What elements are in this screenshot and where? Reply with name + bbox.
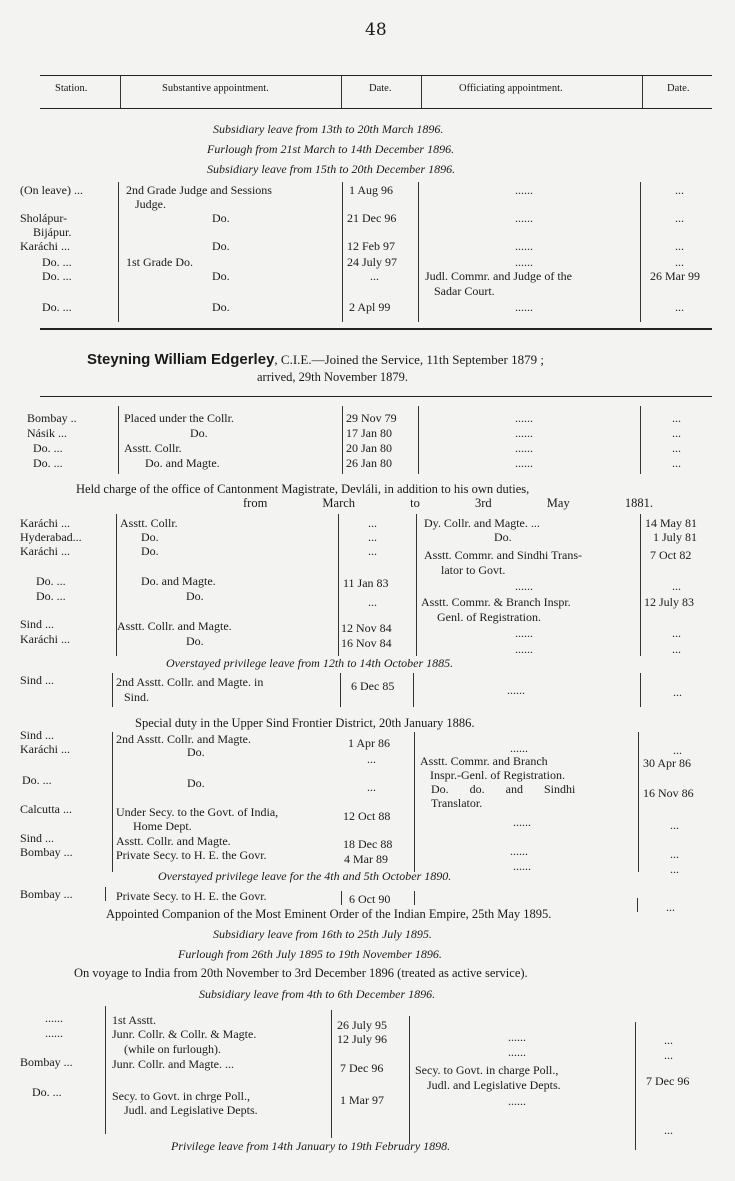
row-date2: 1 July 81 [653,530,698,544]
row-officiating: Judl. and Legislative Depts. [427,1078,561,1092]
column-rule [640,406,641,474]
row-substantive: Do. [186,589,204,603]
row-date: 24 July 97 [347,255,398,269]
row-officiating: ...... [515,456,533,470]
row-officiating: Dy. Collr. and Magte. ... [424,516,540,530]
row-substantive: Do. [186,634,204,648]
row-officiating: Asstt. Commr. and Branch [420,754,548,768]
leave-note: Subsidiary leave from 13th to 20th March 1896. [213,122,444,136]
header-divider [120,76,121,108]
row-date: ... [367,752,376,766]
row-substantive: Sind. [124,690,150,704]
row-officiating: ...... [515,642,533,656]
row-substantive: Secy. to Govt. in chrge Poll., [112,1089,250,1103]
row-date2: ... [670,818,679,832]
row-date: 17 Jan 80 [346,426,392,440]
column-rule [409,1016,410,1144]
row-officiating: ...... [515,239,533,253]
column-rule [340,673,341,707]
row-station: Karáchi ... [20,632,70,646]
header-bottom-rule [40,108,712,109]
row-officiating: ...... [510,741,528,755]
row-station: Karáchi ... [20,544,70,558]
col-station-header: Station. [55,83,88,94]
row-officiating: ...... [510,844,528,858]
row-station: Do. ... [36,574,66,588]
row-substantive: Do. and Magte. [141,574,216,588]
row-station: Bombay ... [20,887,73,901]
row-station: Karáchi ... [20,239,70,253]
col-officiating-header: Officiating appointment. [459,83,563,94]
row-date2: ... [666,900,675,914]
row-station: Bombay ... [20,845,73,859]
row-substantive: Home Dept. [133,819,192,833]
companion-note: Appointed Companion of the Most Eminent Order of the Indian Empire, 25th May 1895. [106,907,552,921]
row-station: Karáchi ... [20,516,70,530]
row-officiating: ...... [508,1094,526,1108]
column-rule [342,182,343,322]
officer-heading [87,351,544,368]
charge-note-cont: from March to 3rd May 1881. [243,496,653,510]
row-substantive: Asstt. Collr. [124,441,182,455]
row-date2: ... [675,300,684,314]
row-station: Do. ... [33,456,63,470]
row-officiating: Asstt. Commr. and Sindhi Trans- [424,548,583,562]
row-date2: ... [672,411,681,425]
row-date: 21 Dec 96 [347,211,397,225]
row-date2: 30 Apr 86 [643,756,691,770]
row-substantive: Do. [212,239,230,253]
col-substantive-header: Substantive appointment. [162,83,269,94]
row-date: ... [367,780,376,794]
row-substantive: 2nd Grade Judge and Sessions [126,183,272,197]
row-date2: ... [675,211,684,225]
row-date: 6 Dec 85 [351,679,395,693]
column-rule [341,891,342,905]
row-officiating: ...... [515,411,533,425]
row-station: Do. ... [22,773,52,787]
column-rule [112,732,113,872]
row-officiating: ...... [515,255,533,269]
row-officiating: ...... [515,211,533,225]
column-rule [414,891,415,905]
row-substantive: 1st Grade Do. [126,255,193,269]
row-station: Sind ... [20,617,55,631]
row-date2: 12 July 83 [644,595,695,609]
row-officiating: ...... [508,1045,526,1059]
row-date2: ... [673,743,682,757]
header-divider [642,76,643,108]
row-officiating: lator to Govt. [441,563,506,577]
officer-arrived: arrived, 29th November 1879. [257,370,409,384]
row-substantive: Asstt. Collr. and Magte. [117,619,232,633]
row-date: 12 Feb 97 [347,239,395,253]
row-station: Sind ... [20,831,55,845]
row-officiating: Do. do. and Sindhi [431,782,576,796]
row-date2: ... [670,847,679,861]
row-substantive: Asstt. Collr. [120,516,178,530]
row-station: Sind ... [20,728,55,742]
leave-note: Subsidiary leave from 4th to 6th December 1896. [199,987,436,1001]
header-divider [341,76,342,108]
row-officiating: ...... [513,815,531,829]
row-officiating: ...... [515,626,533,640]
row-substantive: Asstt. Collr. and Magte. [116,834,231,848]
row-date2: ... [672,626,681,640]
column-rule [118,406,119,474]
overstayed-note: Overstayed privilege leave for the 4th and 5th October 1890. [158,869,452,883]
row-date: ... [368,530,377,544]
column-rule [418,406,419,474]
row-officiating: ...... [515,300,533,314]
column-rule [416,514,417,656]
row-substantive: Under Secy. to the Govt. of India, [116,805,279,819]
row-date2: ... [672,441,681,455]
row-station: Do. ... [42,269,72,283]
row-station: ...... [45,1011,63,1025]
row-date: 16 Nov 84 [341,636,392,650]
row-station: Sholápur- [20,211,68,225]
officer-name: Steyning William Edgerley [87,351,275,368]
row-date2: 7 Dec 96 [646,1074,690,1088]
column-rule [338,514,339,656]
row-officiating: ...... [507,683,525,697]
row-date2: ... [672,579,681,593]
row-date: 18 Dec 88 [343,837,393,851]
col-date-header: Date. [369,83,392,94]
row-officiating: Do. [494,530,512,544]
row-date: 6 Oct 90 [349,892,391,906]
row-officiating: Asstt. Commr. & Branch Inspr. [421,595,571,609]
row-date: ... [370,269,379,283]
row-station: Hyderabad... [20,530,82,544]
leave-note: Furlough from 21st March to 14th December 1896. [207,142,455,156]
voyage-note: On voyage to India from 20th November to 3rd December 1896 (treated as active service). [74,966,528,980]
row-station: Bombay ... [20,1055,73,1069]
row-date: 4 Mar 89 [344,852,388,866]
row-substantive: (while on furlough). [124,1042,221,1056]
header-top-rule [40,75,712,76]
column-rule [105,887,106,901]
row-date2: 7 Oct 82 [650,548,692,562]
row-officiating: Inspr.-Genl. of Registration. [430,768,565,782]
row-date2: ... [664,1123,673,1137]
row-substantive: Do. and Magte. [145,456,220,470]
page-number: 48 [365,20,387,40]
row-substantive: Private Secy. to H. E. the Govr. [116,848,267,862]
row-date2: ... [675,255,684,269]
row-substantive: 1st Asstt. [112,1013,157,1027]
charge-note: Held charge of the office of Cantonment Magistrate, Devláli, in addition to his own duties, [76,482,530,496]
row-officiating: Genl. of Registration. [437,610,541,624]
row-station: Do. ... [42,300,72,314]
row-officiating: ...... [515,426,533,440]
col-date2-header: Date. [667,83,690,94]
row-station: ...... [45,1026,63,1040]
row-station: Do. ... [36,589,66,603]
row-substantive: Do. [141,544,159,558]
row-date2: ... [673,685,682,699]
section-divider [40,328,712,330]
row-station: Bombay .. [27,411,77,425]
row-officiating: Secy. to Govt. in charge Poll., [415,1063,559,1077]
column-rule [640,182,641,322]
row-officiating: ...... [513,859,531,873]
column-rule [331,1010,332,1138]
row-station: Calcutta ... [20,802,72,816]
row-date2: ... [664,1048,673,1062]
row-officiating: Translator. [431,796,483,810]
row-date2: ... [672,642,681,656]
row-station: Do. ... [32,1085,62,1099]
column-rule [637,898,638,912]
column-rule [413,673,414,707]
row-station: (On leave) ... [20,183,83,197]
leave-note: Furlough from 26th July 1895 to 19th November 1896. [178,947,442,961]
row-date: ... [368,544,377,558]
row-date: ... [368,595,377,609]
column-rule [640,514,641,656]
row-substantive: Do. [190,426,208,440]
row-date: 11 Jan 83 [343,576,389,590]
leave-note: Subsidiary leave from 15th to 20th December 1896. [207,162,456,176]
row-substantive: Do. [141,530,159,544]
row-station: Do. ... [33,441,63,455]
row-date: 12 Oct 88 [343,809,391,823]
row-date: 26 July 95 [337,1018,388,1032]
row-date: 1 Apr 86 [348,736,390,750]
row-substantive: Junr. Collr. & Collr. & Magte. [112,1027,257,1041]
row-date2: ... [664,1033,673,1047]
row-date: 26 Jan 80 [346,456,392,470]
leave-note: Subsidiary leave from 16th to 25th July 1895. [213,927,432,941]
overstayed-note: Overstayed privilege leave from 12th to 14th October 1885. [166,656,454,670]
row-date2: 16 Nov 86 [643,786,694,800]
row-substantive: Do. [212,269,230,283]
column-rule [635,1022,636,1150]
header-divider [421,76,422,108]
row-date2: 14 May 81 [645,516,697,530]
row-date2: ... [672,426,681,440]
column-rule [118,182,119,322]
special-duty-note: Special duty in the Upper Sind Frontier District, 20th January 1886. [135,716,475,730]
row-station: Násik ... [27,426,67,440]
row-substantive: Junr. Collr. and Magte. ... [112,1057,234,1071]
row-substantive: Judge. [135,197,166,211]
column-rule [638,732,639,872]
row-date: 12 Nov 84 [341,621,392,635]
row-substantive: Private Secy. to H. E. the Govr. [116,889,267,903]
row-substantive: 2nd Asstt. Collr. and Magte. in [116,675,264,689]
column-rule [105,1006,106,1134]
row-date: 7 Dec 96 [340,1061,384,1075]
row-station: Do. ... [42,255,72,269]
row-date: 12 July 96 [337,1032,388,1046]
officer-details: , C.I.E.—Joined the Service, 11th September 1879 ; [274,352,545,367]
row-date: 20 Jan 80 [346,441,392,455]
row-date: ... [368,516,377,530]
row-station: Karáchi ... [20,742,70,756]
row-officiating: ...... [515,441,533,455]
section-rule [40,396,712,397]
column-rule [116,514,117,656]
row-substantive: Do. [212,211,230,225]
row-date2: ... [672,456,681,470]
row-station: Sind ... [20,673,55,687]
row-station: Bijápur. [33,225,72,239]
column-rule [414,732,415,872]
row-substantive: Do. [187,745,205,759]
row-officiating: ...... [515,579,533,593]
row-substantive: 2nd Asstt. Collr. and Magte. [116,732,251,746]
row-officiating: Judl. Commr. and Judge of the [425,269,572,283]
row-date2: ... [675,239,684,253]
row-substantive: Do. [212,300,230,314]
row-date2: ... [670,862,679,876]
privilege-leave-note: Privilege leave from 14th January to 19th February 1898. [171,1139,451,1153]
row-substantive: Placed under the Collr. [124,411,234,425]
column-rule [112,673,113,707]
column-rule [418,182,419,322]
column-rule [342,406,343,474]
row-date: 29 Nov 79 [346,411,397,425]
row-officiating: ...... [515,183,533,197]
row-officiating: ...... [508,1030,526,1044]
row-date2: ... [675,183,684,197]
column-rule [640,673,641,707]
row-date: 1 Mar 97 [340,1093,384,1107]
row-substantive: Judl. and Legislative Depts. [124,1103,258,1117]
row-date2: 26 Mar 99 [650,269,700,283]
row-date: 2 Apl 99 [349,300,391,314]
row-officiating: Sadar Court. [434,284,495,298]
row-date: 1 Aug 96 [349,183,394,197]
row-substantive: Do. [187,776,205,790]
